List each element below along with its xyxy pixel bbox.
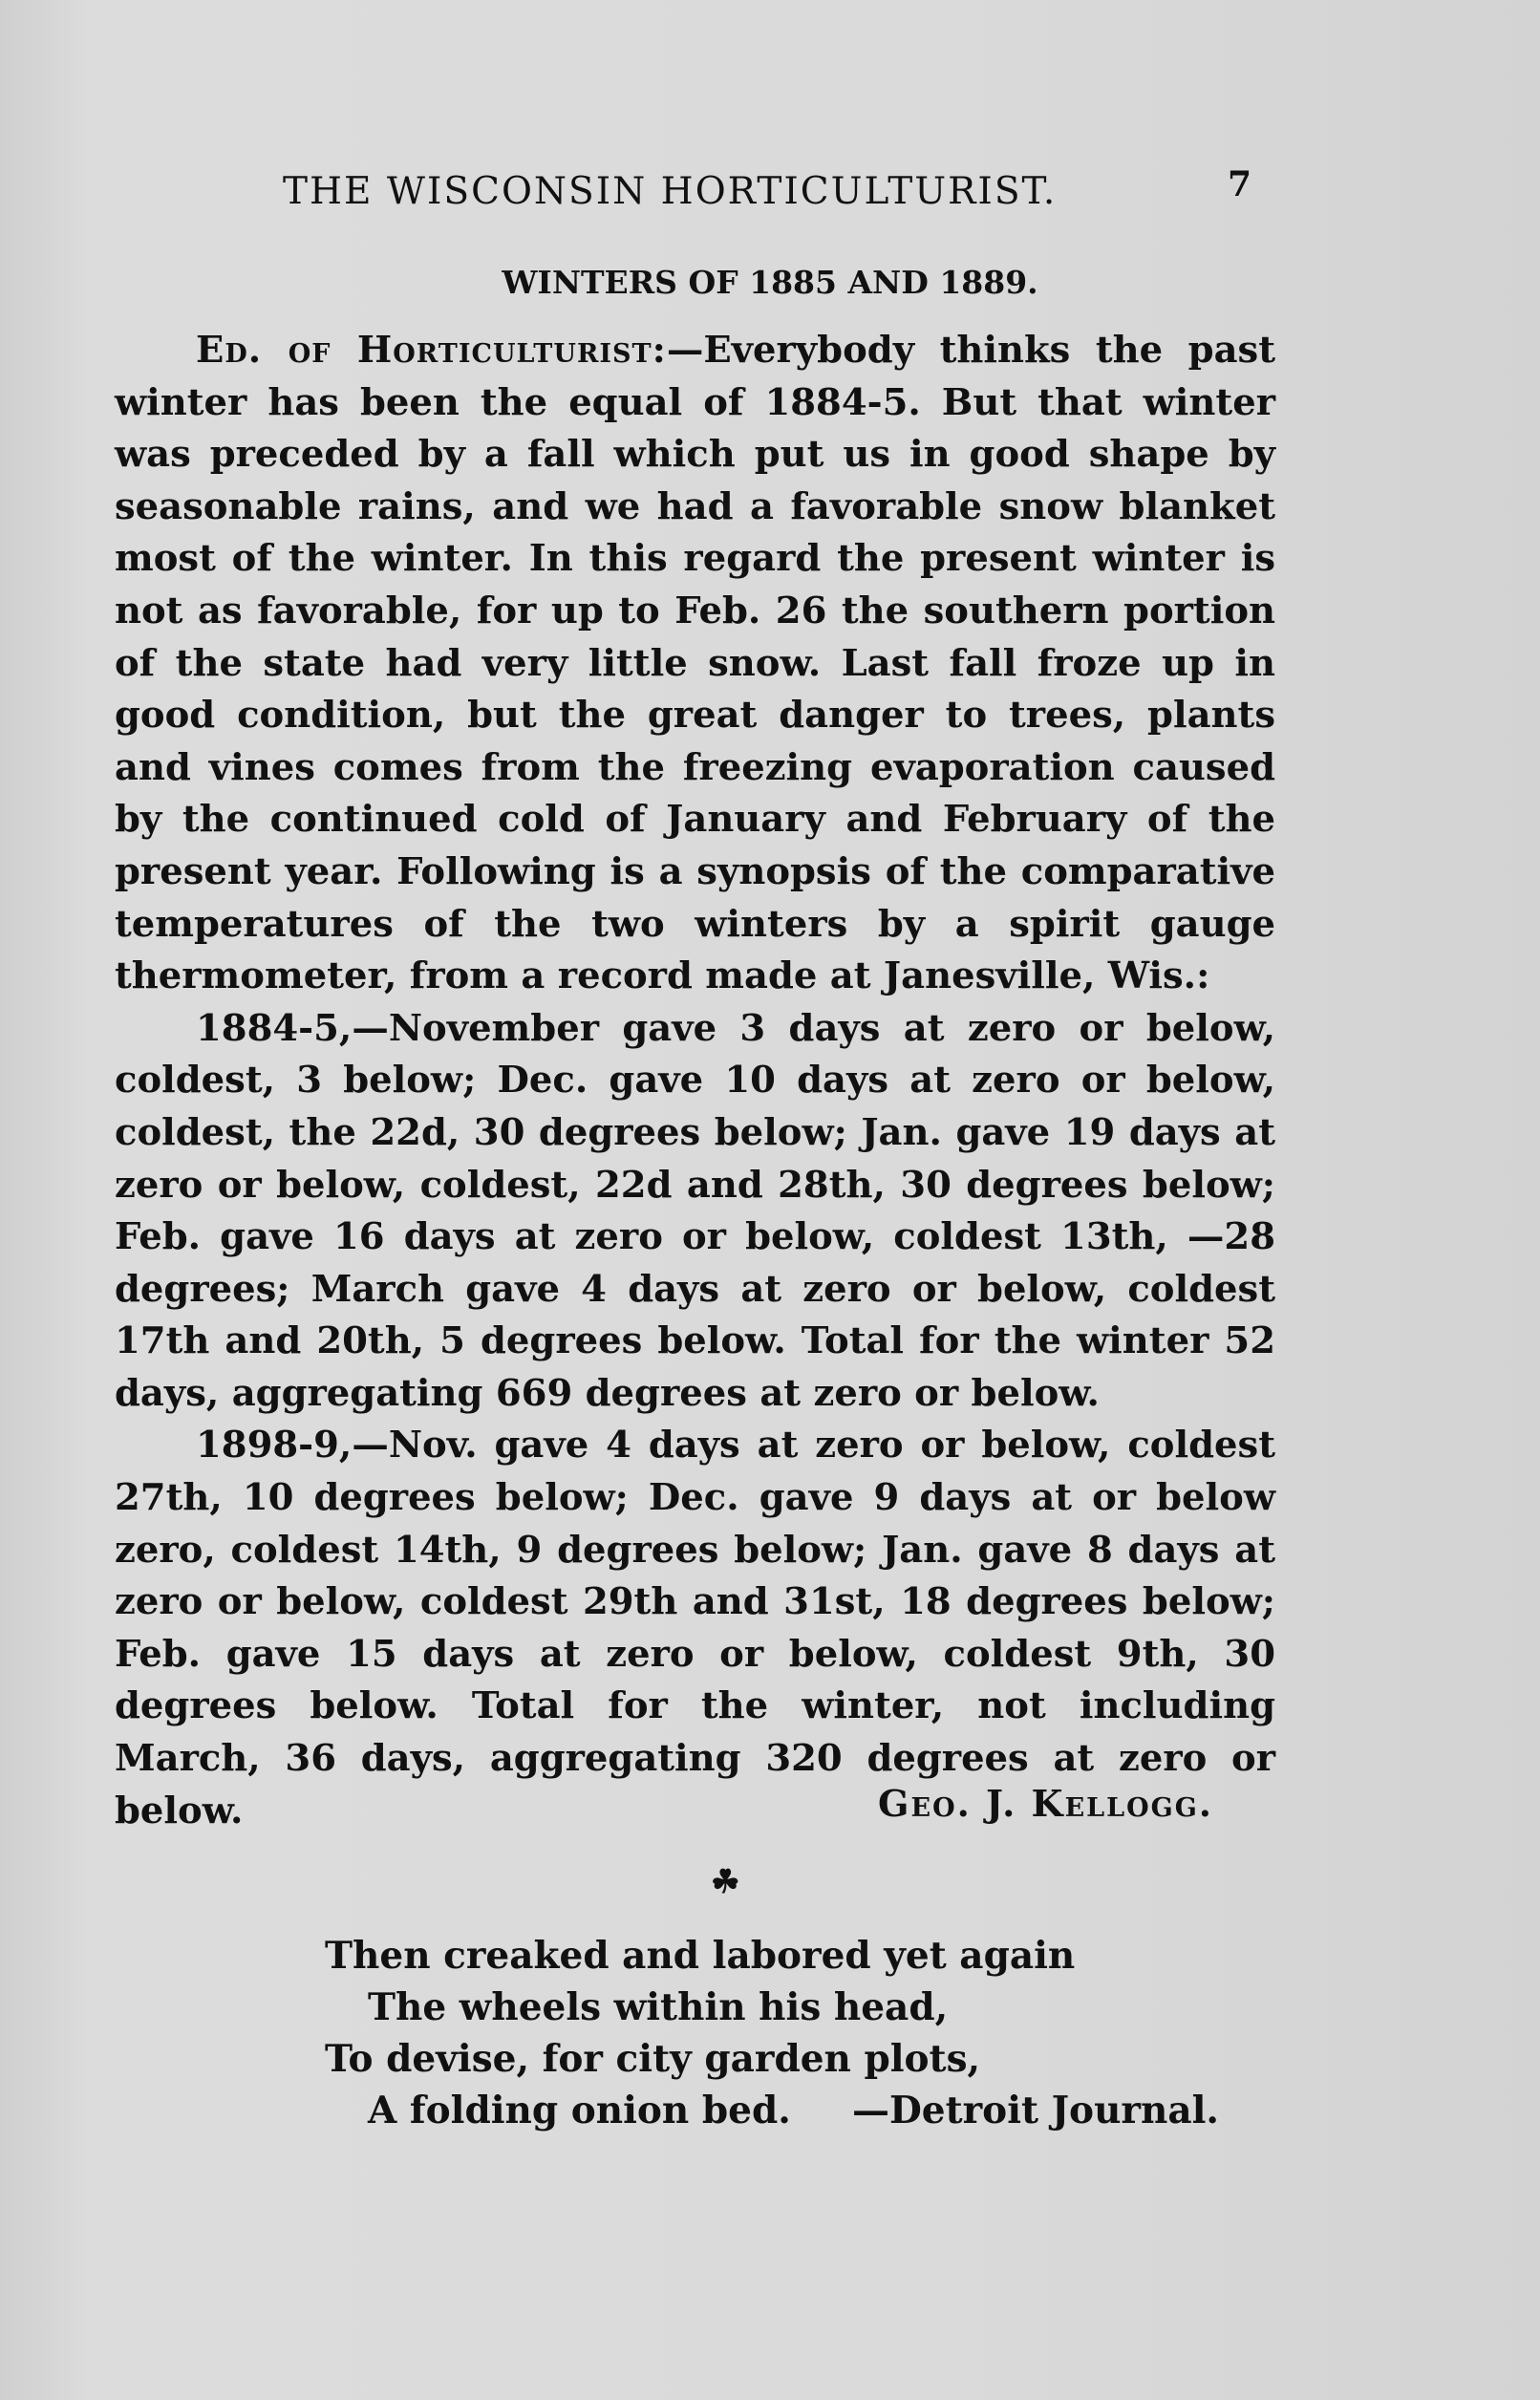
article-body: [115, 325, 1275, 1837]
journal-title: THE WISCONSIN HORTICULTURIST.: [283, 170, 1058, 213]
poem-line: The wheels within his head,: [368, 1985, 949, 2029]
salutation: Ed. of Horticulturist:: [196, 329, 667, 372]
poem-line: Then creaked and labored yet again: [325, 1934, 1076, 1978]
running-head: [277, 164, 1290, 227]
article-title: WINTERS OF 1885 AND 1889.: [502, 264, 1038, 301]
page-number: 7: [1227, 164, 1251, 204]
paragraph-1884-5: 1884-5,—November gave 3 days at zero or below, coldest, 3 below; Dec. gave 10 days at zero or below, coldest, the 22d, 30 degrees below; Jan. gave 19 days at zero or below, coldest, 22d and 28th, 30 degrees below; Feb. gave 16 days at zero or below, coldest 13th, —28 degrees; March gave 4 days at zero or below, coldest 17th and 20th, 5 degrees below. Total for the winter 52 days, aggregating 669 degrees at zero or below.: [115, 1006, 1275, 1415]
poem-line: To devise, for city garden plots,: [325, 2037, 981, 2081]
author-signature: Geo. J. Kellogg.: [878, 1782, 1213, 1825]
ornament-icon: ☘: [711, 1863, 740, 1901]
paragraph-1898-9: 1898-9,—Nov. gave 4 days at zero or below, coldest 27th, 10 degrees below; Dec. gave 9 days at or below zero, coldest 14th, 9 degrees below; Jan. gave 8 days at zero or below, coldest 29th and 31st, 18 degrees below; Feb. gave 15 days at zero or below, coldest 9th, 30 degrees below. Total for the winter, not including March, 36 days, aggregating 320 degrees at zero or below.: [115, 1424, 1275, 1832]
paragraph-intro: [115, 325, 1275, 1003]
poem-source: —Detroit Journal.: [851, 2089, 1219, 2132]
poem-line: A folding onion bed.: [368, 2089, 791, 2132]
paragraph-intro-text: —Everybody thinks the past winter has been the equal of 1884-5. But that winter was preceded by a fall which put us in good shape by seasonable rains, and we had a favorable snow blanket most of the winter. In this regard the present winter is not as favorable, for up to Feb. 26 the southern portion of the state had very little snow. Last fall froze up in good condition, but the great danger to trees, plants and vines comes from the freezing evaporation caused by the continued cold of January and February of the present year. Following is a synopsis of the comparative temperatures of the two winters by a spirit gauge thermometer, from a record made at Janesville, Wis.:: [115, 329, 1275, 998]
poem: [325, 1930, 1280, 2136]
